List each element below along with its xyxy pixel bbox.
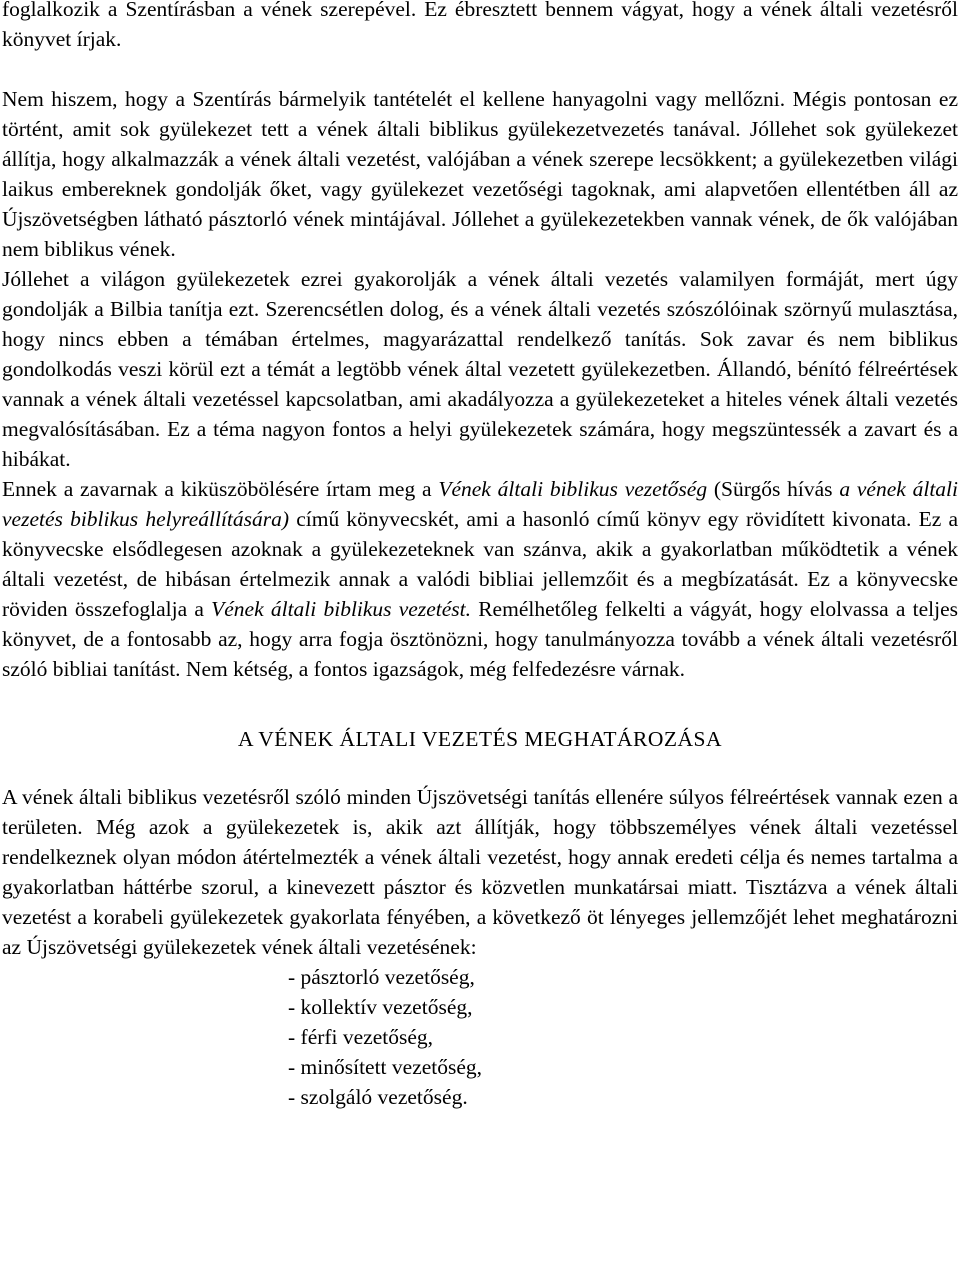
booklet-summary-italic: Vének általi biblikus vezetést. (211, 597, 471, 621)
booklet-text-g: Remélhetőleg felkelti a vágyát, hogy elolvassa a teljes könyvet, de a fontosabb az, hogy arra fogja ösztönözni, hogy tanulmányozza tovább a vének általi vezetésről szóló bibliai tanítást. Nem kétség, a fontos igazságok, még felfedezésre várnak. (2, 597, 959, 681)
paragraph-intro-end: foglalkozik a Szentírásban a vének szerepével. Ez ébresztett bennem vágyat, hogy a vének általi vezetésről könyvet írjak. (2, 0, 958, 51)
list-item: - minősített vezetőség, (288, 1055, 483, 1079)
booklet-text-a: Ennek a zavarnak a kiküszöbölésére írtam meg a (2, 477, 439, 501)
booklet-text-c: (Sürgős hívás (707, 477, 840, 501)
paragraph-neglect: Nem hiszem, hogy a Szentírás bármelyik tantételét el kellene hanyagolni vagy mellőzni. Mégis pontosan ez történt, amit sok gyülekezet tett a vének általi biblikus gyülekezetvezetés tanával. Jóllehet sok gyülekezet állítja, hogy alkalmazzák a vének általi vezetést, valójában a vének szerepe lecsökkent; a gyülekezetben világi laikus embereknek gondolják őket, vagy gyülekezet vezetőségi tagoknak, ami alapvetően ellentétben áll az Újszövetségben látható pásztorló vének mintájával. Jóllehet a gyülekezetekben vannak vének, de ők valójában nem biblikus vének. (2, 87, 958, 261)
traits-list (2, 962, 958, 1112)
paragraph-definition: A vének általi biblikus vezetésről szóló minden Újszövetségi tanítás ellenére súlyos félreértések vannak ezen a területen. Még azok a gyülekezetek is, akik azt állítják, hogy többszemélyes vének általi vezetéssel rendelkeznek olyan módon átértelmezték a vének általi vezetést, hogy annak eredeti célja és nemes tartalma a gyakorlatban háttérbe szorul, a kinevezett pásztor és közvetlen munkatársai miatt. Tisztázva a vének általi vezetést a korabeli gyülekezetek gyakorlata fényében, a következő öt lényeges jellemzőjét lehet meghatározni az Újszövetségi gyülekezetek vének általi vezetésének: (2, 785, 958, 959)
list-item: - férfi vezetőség, (288, 1025, 434, 1049)
booklet-subtitle-italic: a vének általi vezetés biblikus helyreállítására) (2, 477, 958, 531)
section-heading: A VÉNEK ÁLTALI VEZETÉS MEGHATÁROZÁSA (237, 727, 723, 751)
booklet-text-e: című könyvecskét, ami a hasonló című könyv egy rövidített kivonata. Ez a könyvecske elsődlegesen azoknak a gyülekezeteknek van szánva, akik a gyakorlatban működtetik a vének általi vezetést, de hibásan értelmezik annak a valódi bibliai jellemzőit és a megbízatását. Ez a könyvecske röviden összefoglalja a (2, 507, 958, 621)
list-item: - szolgáló vezetőség. (288, 1085, 468, 1109)
list-item: - pásztorló vezetőség, (288, 965, 475, 989)
paragraph-confusion: Jóllehet a világon gyülekezetek ezrei gyakorolják a vének általi vezetés valamilyen formáját, mert úgy gondolják a Bilbia tanítja ezt. Szerencsétlen dolog, és a vének általi vezetés szószólóinak szörnyű mulasztása, hogy nincs ebben a témában értelmes, magyarázattal rendelkező tanítás. Sok zavar és nem biblikus gondolkodás veszi körül ezt a témát a legtöbb vének által vezetett gyülekezetben. Állandó, bénító félreértések vannak a vének általi vezetéssel kapcsolatban, ami akadályozza a gyülekezeteket a hiteles vének általi vezetés megvalósításában. Ez a téma nagyon fontos a helyi gyülekezetek számára, hogy megszüntessék a zavart és a hibákat. (2, 267, 958, 471)
paragraph-booklet (2, 474, 958, 684)
list-item: - kollektív vezetőség, (288, 995, 473, 1019)
booklet-title-italic: Vének általi biblikus vezetőség (438, 477, 708, 501)
